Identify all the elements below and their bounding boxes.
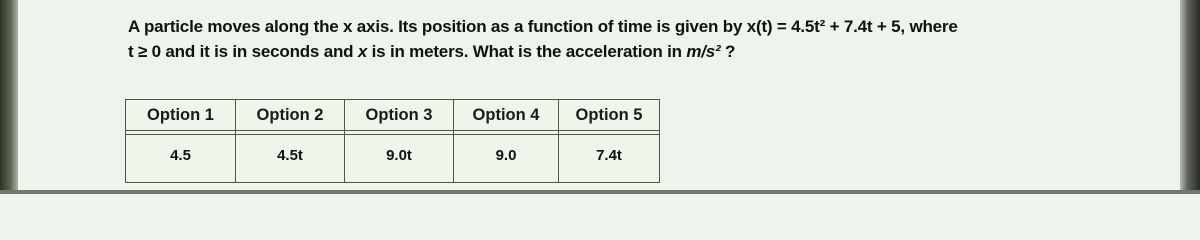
option-4-value[interactable]: 9.0 [454, 135, 559, 183]
screen-edge-right [1180, 0, 1200, 194]
option-3-header[interactable]: Option 3 [345, 100, 454, 131]
option-4-header[interactable]: Option 4 [454, 100, 559, 131]
question-units-text: and it is in seconds and [160, 42, 358, 61]
options-value-row [126, 135, 660, 183]
screen-edge-bottom [0, 190, 1200, 194]
screen-edge-left [0, 0, 18, 194]
position-equation: x(t) = 4.5t² + 7.4t + 5, [746, 17, 905, 36]
variable-x: x [357, 42, 368, 61]
options-header-row [126, 100, 660, 131]
option-5-value[interactable]: 7.4t [559, 135, 660, 183]
option-3-value[interactable]: 9.0t [345, 135, 454, 183]
option-2-header[interactable]: Option 2 [236, 100, 345, 131]
question-prompt: is in meters. What is the acceleration in [367, 42, 687, 61]
question-where: where [904, 17, 958, 36]
options-table [125, 99, 660, 183]
time-constraint: t ≥ 0 [128, 42, 161, 61]
option-1-header[interactable]: Option 1 [126, 100, 236, 131]
question-mark: ? [720, 42, 736, 61]
question-line-1 [128, 14, 1168, 39]
question-text [128, 14, 1168, 64]
option-5-header[interactable]: Option 5 [559, 100, 660, 131]
question-line-2 [128, 39, 1168, 64]
acceleration-unit: m/s² [686, 42, 721, 61]
question-intro: A particle moves along the x axis. Its position as a function of time is given by [128, 17, 747, 36]
option-1-value[interactable]: 4.5 [126, 135, 236, 183]
option-2-value[interactable]: 4.5t [236, 135, 345, 183]
